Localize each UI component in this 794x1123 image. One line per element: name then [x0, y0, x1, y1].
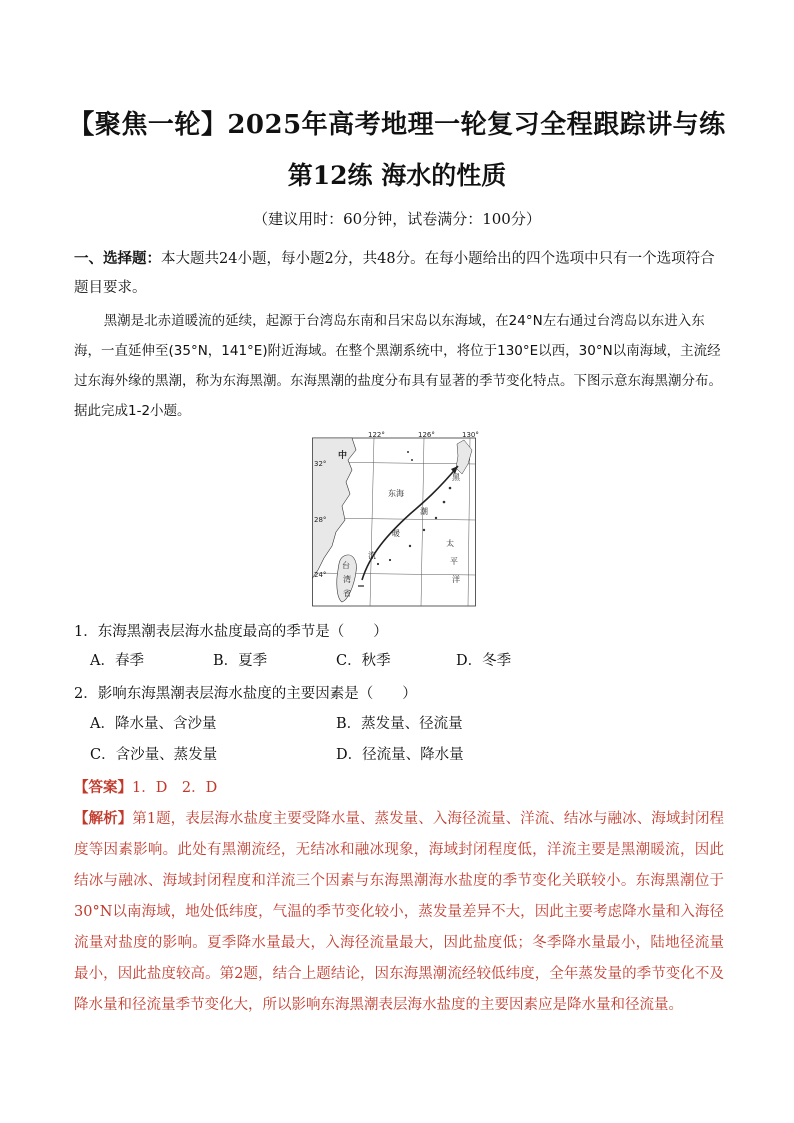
analysis-tag: 【解析】 [74, 810, 133, 827]
label-pacific: 洋 [452, 575, 460, 584]
question-1-option-d: D．冬季 [456, 653, 512, 669]
answer-line [74, 774, 217, 802]
label-east-sea: 东海 [388, 489, 404, 498]
label-china: 中 [338, 451, 348, 461]
lon-label: 126° [418, 431, 435, 439]
question-1-option-b: B．夏季 [213, 653, 268, 669]
lat-label: 28° [314, 516, 327, 524]
label-kuroshio: 黑 [452, 473, 460, 482]
island-dot [407, 451, 409, 453]
lat-label: 24° [314, 571, 327, 579]
exercise-title: 第12练 海水的性质 [287, 161, 507, 190]
question-1-option-c: C．秋季 [336, 653, 391, 669]
answer-tag: 【答案】 [74, 779, 132, 796]
island-dot [423, 529, 425, 531]
lat-label: 32° [314, 460, 327, 468]
question-1-stem: 1．东海黑潮表层海水盐度最高的季节是（ ） [74, 624, 388, 640]
label-kuroshio: 暖 [392, 529, 400, 538]
question-2-option-c: C．含沙量、蒸发量 [90, 747, 218, 763]
label-taiwan: 湾 [343, 575, 351, 584]
label-kuroshio: 流 [368, 551, 376, 560]
lon-label: 130° [462, 431, 479, 439]
section-instructions [74, 244, 722, 303]
analysis-text: 第1题，表层海水盐度主要受降水量、蒸发量、入海径流量、洋流、结冰与融冰、海域封闭程度等因素影响。此处有黑潮流经，无结冰和融冰现象，海域封闭程度低，洋流主要是黑潮暖流，因此结冰与融冰、海域封闭程度和洋流三个因素与东海黑潮海水盐度的季节变化关联较小。东海黑潮位于30°N以南海域，地处低纬度，气温的季节变化较小，蒸发量差异不大，因此主要考虑降水量和入海径流量对盐度的影响。夏季降水量最大，入海径流量最大，因此盐度低；冬季降水量最小，陆地径流量最小，因此盐度较高。第2题，结合上题结论，因东海黑潮流经较低纬度，全年蒸发量的季节变化不及降水量和径流量季节变化大，所以影响东海黑潮表层海水盐度的主要因素应是降水量和径流量。 [74, 811, 725, 1013]
island-dot [443, 501, 446, 504]
answer-text: 1．D 2．D [132, 780, 218, 796]
kuroshio-map [312, 430, 482, 608]
question-1-option-a: A．春季 [90, 653, 144, 669]
island-dot [389, 559, 391, 561]
question-2-option-a: A．降水量、含沙量 [90, 716, 217, 732]
document-title: 【聚焦一轮】2025年高考地理一轮复习全程跟踪讲与练 [68, 110, 726, 140]
lon-label: 122° [368, 431, 385, 439]
island-dot [409, 545, 411, 547]
island-dot [449, 487, 452, 490]
analysis-block [74, 803, 724, 1021]
question-2-option-d: D．径流量、降水量 [336, 747, 464, 763]
reading-passage: 黑潮是北赤道暖流的延续，起源于台湾岛东南和吕宋岛以东海域，在24°N左右通过台湾岛以东进入东海，一直延伸至(35°N，141°E)附近海域。在整个黑潮系统中，将位于130°E以西，30°N以南海域，主流经过东海外缘的黑潮，称为东海黑潮。东海黑潮的盐度分布具有显著的季节变化特点。下图示意东海黑潮分布。据此完成1-2小题。 [74, 313, 722, 419]
label-pacific: 太 [446, 539, 454, 548]
time-score-note: （建议用时：60分钟，试卷满分：100分） [253, 210, 541, 228]
label-pacific: 平 [450, 557, 458, 566]
label-taiwan: 台 [342, 561, 350, 570]
label-taiwan: 省 [343, 589, 351, 598]
question-2-stem: 2．影响东海黑潮表层海水盐度的主要因素是（ ） [74, 686, 417, 702]
label-kuroshio: 潮 [420, 507, 428, 516]
section-text: 本大题共24小题，每小题2分，共48分。在每小题给出的四个选项中只有一个选项符合题目要求。 [74, 251, 715, 296]
section-heading: 一、选择题： [74, 250, 161, 267]
island-dot [411, 459, 413, 461]
island-dot [377, 563, 379, 565]
question-2-option-b: B．蒸发量、径流量 [336, 716, 463, 732]
island-dot [435, 517, 437, 519]
